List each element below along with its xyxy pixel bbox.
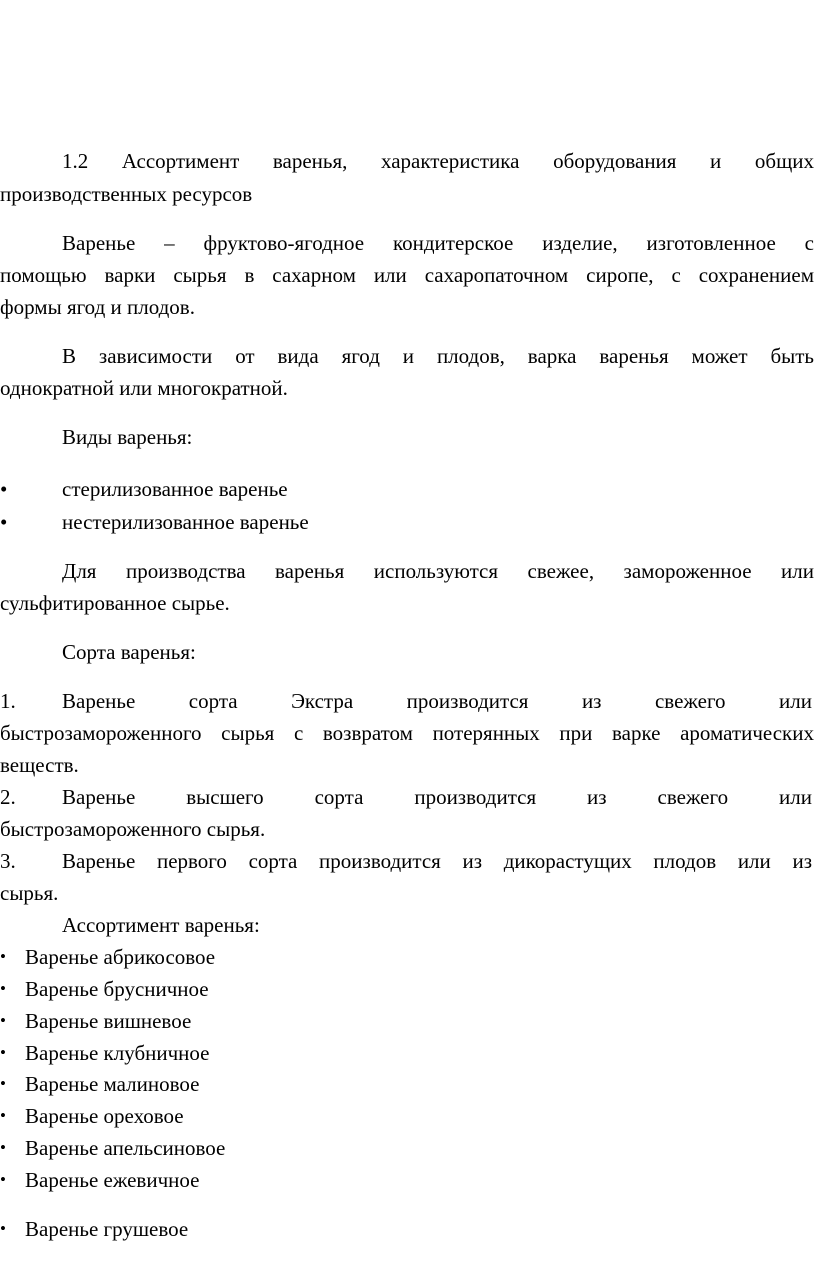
document-page: 1.2 Ассортимент варенья, характеристика оборудования и общих производственных ресурсов Варенье – фруктово-ягодное кондитерское изделие, изготовленное с помощью варки сырья в сахарном или сахаропаточном сиропе, с сохранением формы ягод и плодов. В зависимости от вида ягод и плодов, варка варенья может быть однократной или многократной. Виды варенья: • стерилизованное варенье • нестерилизованное варенье Для производства варенья используются свежее, замороженное или сульфитированное сырье. Сорта варенья: 1. Варенье сорта Экстра производится из свежего или быстрозамороженного сырья с возвратом потерянных при варке ароматических веществ. 2. Варенье высшего сорта производится из свежего или быстрозамороженного сырья. 3. Варенье первого сорта производится из дикорастущих плодов или из сырья. Ассортимент варенья: • Варенье абрикосовое • Варенье брусничное • Варенье вишневое • Варенье клубничное • Варенье малиновое • Варенье ореховое • Варенье апельсиновое • Варенье ежевичное • Варенье грушевое [0, 149, 814, 1241]
paragraph-1-line-1: Варенье – фруктово-ягодное кондитерское изделие, изготовленное с [62, 231, 814, 255]
paragraph-2-line-1: В зависимости от вида ягод и плодов, варка варенья может быть [62, 344, 814, 368]
paragraph-2-line-2: однократной или многократной. [0, 376, 288, 400]
section-title-line-2: производственных ресурсов [0, 182, 253, 206]
bullet-icon: • [0, 1219, 6, 1238]
bullet-icon: • [0, 1170, 6, 1189]
assortment-heading: Ассортимент варенья: [62, 913, 260, 937]
numbered-item-2-line-2: быстрозамороженного сырья. [0, 817, 266, 841]
bullet-icon: • [0, 1106, 6, 1125]
grades-heading: Сорта варенья: [62, 640, 196, 664]
paragraph-1-line-3: формы ягод и плодов. [0, 295, 195, 319]
types-heading: Виды варенья: [62, 425, 193, 449]
numbered-item-1-line-2: быстрозамороженного сырья с возвратом потерянных при варке ароматических [0, 721, 814, 745]
bullet-icon: • [0, 1043, 6, 1062]
paragraph-3-line-1: Для производства варенья используются свежее, замороженное или [62, 559, 814, 583]
section-title-line-1: 1.2 Ассортимент варенья, характеристика оборудования и общих [62, 149, 814, 173]
bullet-icon: • [0, 979, 6, 998]
bullet-icon: • [0, 1074, 6, 1093]
paragraph-3-line-2: сульфитированное сырье. [0, 591, 230, 615]
bullet-icon: • [0, 510, 8, 534]
bullet-icon: • [0, 1011, 6, 1030]
numbered-item-1-line-3: веществ. [0, 753, 79, 777]
paragraph-1-line-2: помощью варки сырья в сахарном или сахаропаточном сиропе, с сохранением [0, 263, 814, 287]
bullet-icon: • [0, 1138, 6, 1157]
numbered-item-3-line-2: сырья. [0, 881, 59, 905]
bullet-icon: • [0, 947, 6, 966]
bullet-icon: • [0, 477, 8, 501]
